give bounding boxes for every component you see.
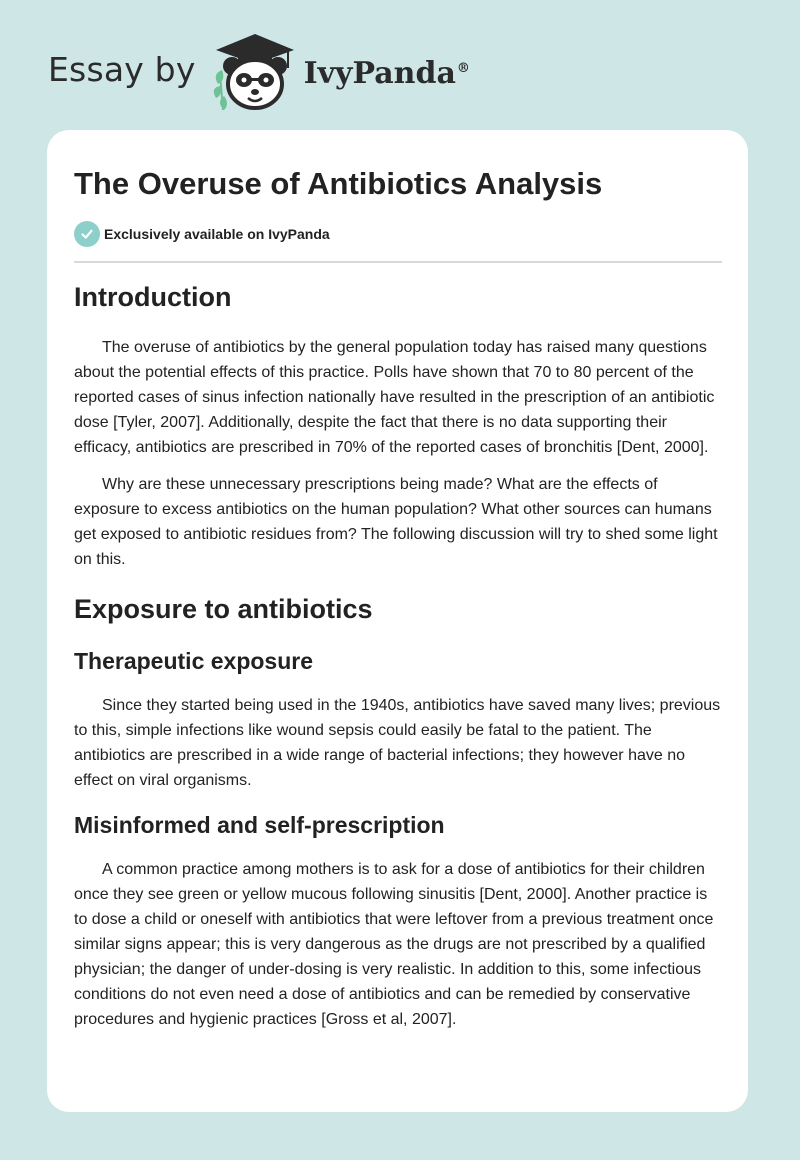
intro-paragraph-2: Why are these unnecessary prescriptions being made? What are the effects of exposure to excess antibiotics on the human population? What other sources can humans get exposed to antibiotic residues from? The following discussion will try to shed some light on this. [74, 476, 718, 569]
article-body [74, 280, 722, 1044]
brand-name: IvyPanda® [303, 55, 470, 91]
therapeutic-paragraph: Since they started being used in the 1940s, antibiotics have saved many lives; previous to this, simple infections like wound sepsis could easily be fatal to the patient. The antibiotics are prescribed in a wide range of bacterial infections; they however have no effect on viral organisms. [74, 697, 721, 790]
section-heading-exposure: Exposure to antibiotics [74, 594, 373, 625]
intro-paragraph-1: The overuse of antibiotics by the general population today has raised many questions about the potential effects of this practice. Polls have shown that 70 to 80 percent of the reported cases of sinus infection nationally have resulted in the prescription of an antibiotic dose [Tyler, 2007]. Additionally, despite the fact that there is no data supporting their efficacy, antibiotics are prescribed in 70% of the reported cases of bronchitis [Dent, 2000]. [74, 339, 715, 457]
exclusive-badge [74, 221, 330, 247]
brand-logo[interactable] [48, 32, 470, 112]
section-heading-introduction: Introduction [74, 282, 232, 312]
brand-prefix: Essay by [48, 49, 196, 89]
misinformed-paragraph: A common practice among mothers is to ask for a dose of antibiotics for their children once they see green or yellow mucous following sinusitis [Dent, 2000]. Another practice is to dose a child or oneself with antibiotics that were leftover from a previous treatment once similar signs appear; this is very dangerous as the drugs are not prescribed by a qualified physician; the danger of under-dosing is very realistic. In addition to this, some infectious conditions do not even need a dose of antibiotics and can be remedied by conservative procedures and hygienic practices [Gross et al, 2007]. [74, 860, 714, 1028]
check-icon [74, 221, 100, 247]
subsection-heading-misinformed: Misinformed and self-prescription [74, 812, 445, 839]
subsection-heading-therapeutic: Therapeutic exposure [74, 648, 314, 675]
panda-mascot-icon [210, 32, 300, 112]
badge-text: Exclusively available on IvyPanda [104, 226, 330, 242]
title-divider [74, 261, 722, 263]
article-card [47, 130, 748, 1112]
page-title: The Overuse of Antibiotics Analysis [74, 166, 603, 201]
